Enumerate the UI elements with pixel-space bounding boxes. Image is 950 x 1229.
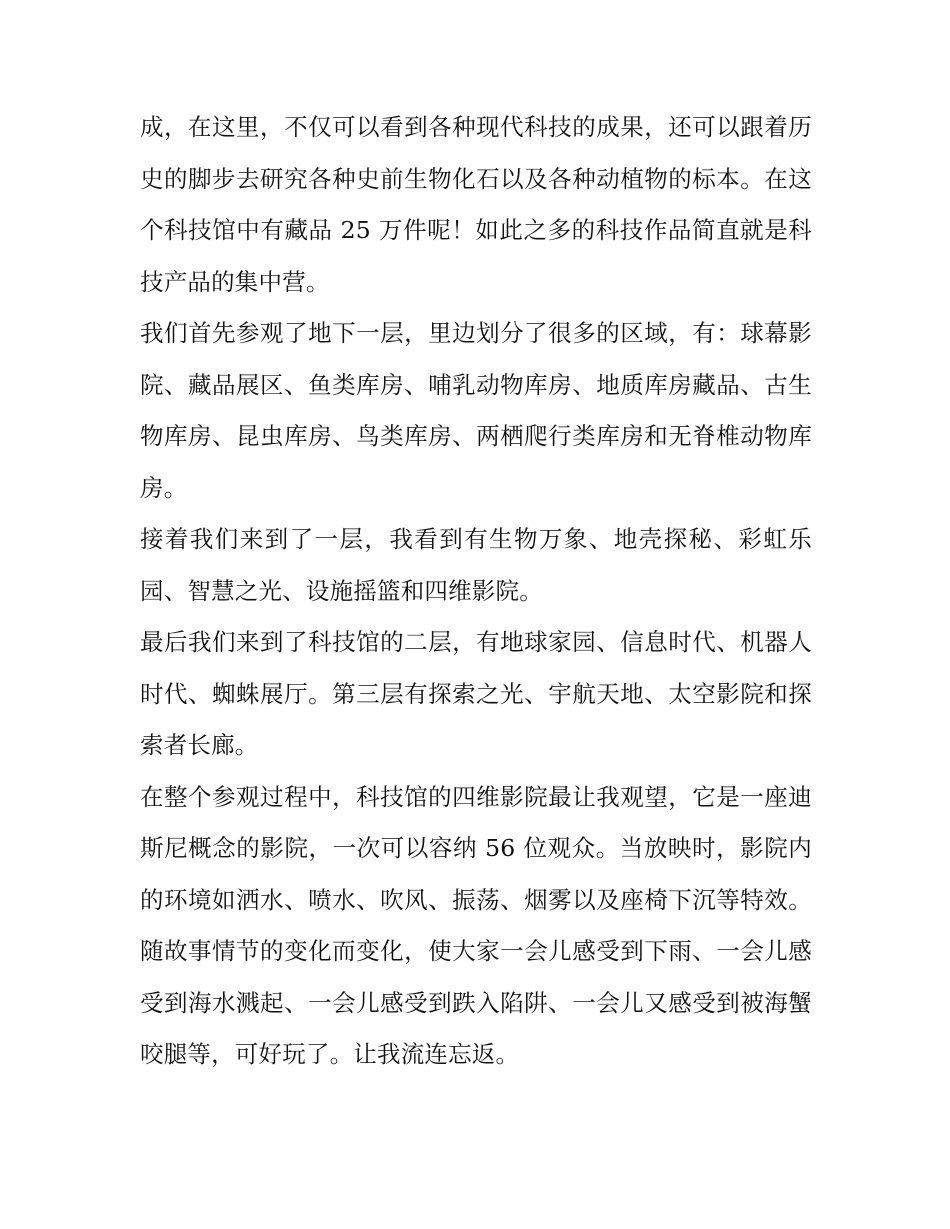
paragraph-3: 接着我们来到了一层，我看到有生物万象、地壳探秘、彩虹乐园、智慧之光、设施摇篮和四维影院。 — [140, 525, 812, 605]
document-body — [140, 102, 812, 1081]
paragraph-4: 最后我们来到了科技馆的二层，有地球家园、信息时代、机器人时代、蜘蛛展厅。第三层有探索之光、宇航天地、太空影院和探索者长廊。 — [140, 628, 812, 759]
paragraph-2: 我们首先参观了地下一层，里边划分了很多的区域，有：球幕影院、藏品展区、鱼类库房、哺乳动物库房、地质库房藏品、古生物库房、昆虫库房、鸟类库房、两栖爬行类库房和无脊椎动物库房。 — [140, 319, 812, 502]
paragraph-1: 成，在这里，不仅可以看到各种现代科技的成果，还可以跟着历史的脚步去研究各种史前生物化石以及各种动植物的标本。在这个科技馆中有藏品 25 万件呢！如此之多的科技作品简直就是科技产品的集中营。 — [140, 113, 812, 296]
paragraph-5: 在整个参观过程中，科技馆的四维影院最让我观望，它是一座迪斯尼概念的影院，一次可以容纳 56 位观众。当放映时，影院内的环境如洒水、喷水、吹风、振荡、烟雾以及座椅下沉等特效。随故事情节的变化而变化，使大家一会儿感受到下雨、一会儿感受到海水溅起、一会儿感受到跌入陷阱、一会儿又感受到被海蟹咬腿等，可好玩了。让我流连忘返。 — [140, 782, 812, 1068]
